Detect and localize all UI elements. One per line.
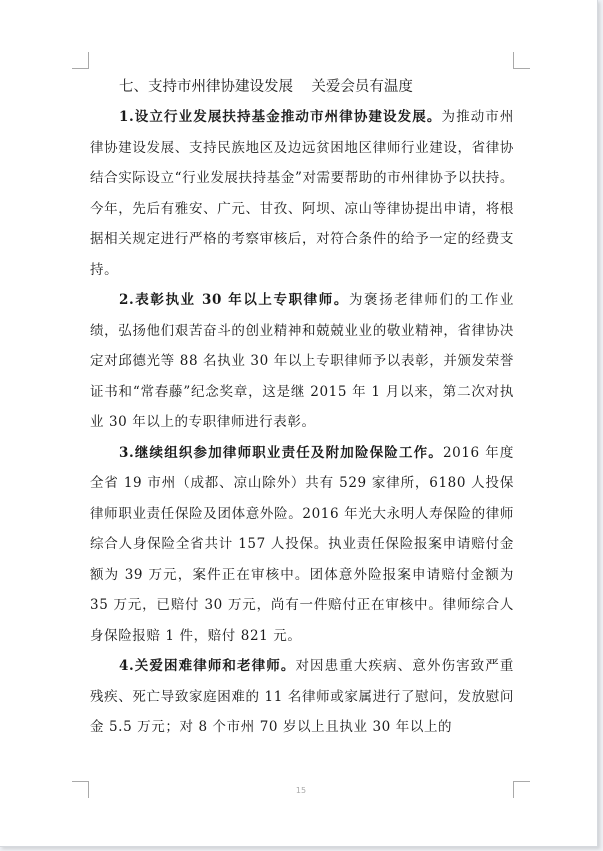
paragraph-2-body: 为褒扬老律师们的工作业绩，弘扬他们艰苦奋斗的创业精神和兢兢业业的敬业精神，省律协决定对邱德光等 88 名执业 30 年以上专职律师予以表彰，并颁发荣誉证书和“常春藤”纪念奖章，这是继 2015 年 1 月以来，第二次对执业 30 年以上的专职律师进行表彰。 xyxy=(90,292,514,430)
section-heading: 七、支持市州律协建设发展 关爱会员有温度 xyxy=(119,79,413,95)
crop-mark-bottom-right xyxy=(513,781,530,798)
page-number: 15 xyxy=(295,786,307,795)
paragraph-1-lead: 1.设立行业发展扶持基金推动市州律协建设发展。 xyxy=(119,109,442,125)
page-content xyxy=(90,72,514,743)
paragraph-2 xyxy=(90,285,514,438)
paragraph-1 xyxy=(90,102,514,285)
paragraph-3-lead: 3.继续组织参加律师职业责任及附加险保险工作。 xyxy=(119,444,443,461)
paragraph-4 xyxy=(90,651,514,743)
crop-mark-top-left xyxy=(72,52,89,69)
crop-mark-top-right xyxy=(513,52,530,69)
paragraph-4-lead: 4.关爱困难律师和老律师。 xyxy=(119,658,296,674)
paragraph-1-body: 为推动市州律协建设发展、支持民族地区及边远贫困地区律师行业建设，省律协结合实际设立“行业发展扶持基金”对需要帮助的市州律协予以扶持。今年，先后有雅安、广元、甘孜、阿坝、凉山等律协提出申请，将根据相关规定进行严格的考察审核后，对符合条件的给予一定的经费支持。 xyxy=(90,109,514,278)
crop-mark-bottom-left xyxy=(72,781,89,798)
paragraph-4-body: 对因患重大疾病、意外伤害致严重残疾、死亡导致家庭困难的 11 名律师或家属进行了慰问，发放慰问金 5.5 万元；对 8 个市州 70 岁以上且执业 30 年以上的 xyxy=(90,658,514,735)
paragraph-3 xyxy=(90,438,514,652)
paragraph-2-lead: 2.表彰执业 30 年以上专职律师。 xyxy=(119,292,349,308)
paragraph-3-body: 2016 年度全省 19 市州（成都、凉山除外）共有 529 家律所，6180 人投保律师职业责任保险及团体意外险。2016 年光大永明人寿保险的律师综合人身保险全省共计 157 人投保。执业责任保险报案申请赔付金额为 39 万元，案件正在审核中。团体意外险报案申请赔付金额为 35 万元，已赔付 30 万元，尚有一件赔付正在审核中。律师综合人身保险报赔 1 件，赔付 821 元。 xyxy=(90,444,514,644)
